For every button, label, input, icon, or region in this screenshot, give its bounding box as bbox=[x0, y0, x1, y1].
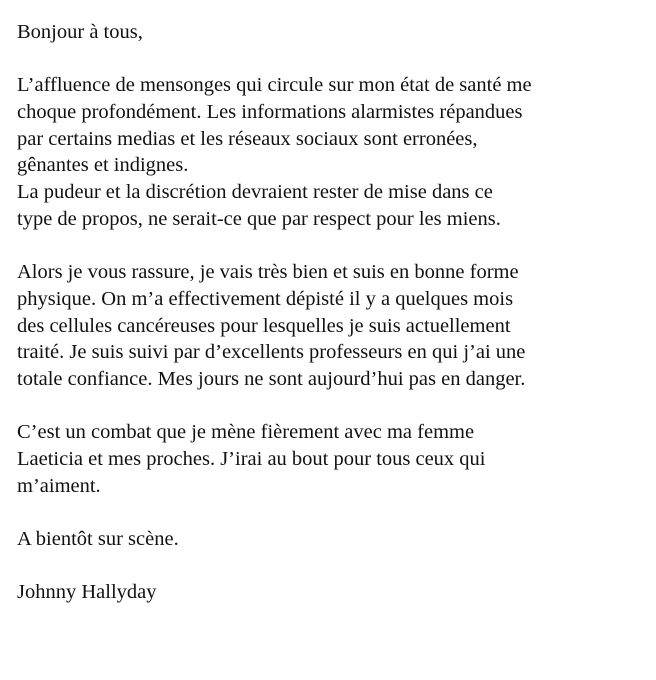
paragraph-line: C’est un combat que je mène fièrement avec ma femme bbox=[17, 421, 475, 444]
paragraph-line: Alors je vous rassure, je vais très bien et suis en bonne forme bbox=[17, 261, 519, 284]
paragraph-gap bbox=[17, 499, 653, 526]
paragraph-gap bbox=[17, 46, 653, 73]
paragraph-gap bbox=[17, 553, 653, 580]
paragraph-2 bbox=[17, 259, 653, 392]
paragraph-3 bbox=[17, 419, 653, 499]
closing-line: A bientôt sur scène. bbox=[17, 528, 179, 551]
top-spacer bbox=[17, 0, 653, 19]
paragraph-line: Laeticia et mes proches. J’irai au bout pour tous ceux qui bbox=[17, 448, 486, 470]
paragraph-line: type de propos, ne serait-ce que par respect pour les miens. bbox=[17, 207, 501, 230]
letter-body bbox=[17, 0, 653, 606]
paragraph-line: La pudeur et la discrétion devraient rester de mise dans ce bbox=[17, 181, 493, 204]
paragraph-line: m’aiment. bbox=[17, 474, 101, 497]
paragraph-1 bbox=[17, 72, 653, 232]
paragraph-line: L’affluence de mensonges qui circule sur mon état de santé me bbox=[17, 74, 532, 97]
paragraph-line: physique. On m’a effectivement dépisté il y a quelques mois bbox=[17, 287, 514, 310]
greeting: Bonjour à tous, bbox=[17, 21, 143, 43]
paragraph-line: traité. Je suis suivi par d’excellents professeurs en qui j’ai une bbox=[17, 341, 526, 364]
paragraph-line: gênantes et indignes. bbox=[17, 154, 189, 177]
paragraph-line: par certains medias et les réseaux sociaux sont erronées, bbox=[17, 127, 478, 150]
paragraph-line: des cellules cancéreuses pour lesquelles je suis actuellement bbox=[17, 314, 511, 337]
paragraph-line: choque profondément. Les informations alarmistes répandues bbox=[17, 101, 523, 124]
paragraph-gap bbox=[17, 233, 653, 260]
paragraph-line: totale confiance. Mes jours ne sont aujourd’hui pas en danger. bbox=[17, 367, 526, 390]
paragraph-gap bbox=[17, 393, 653, 420]
signature: Johnny Hallyday bbox=[17, 581, 157, 604]
